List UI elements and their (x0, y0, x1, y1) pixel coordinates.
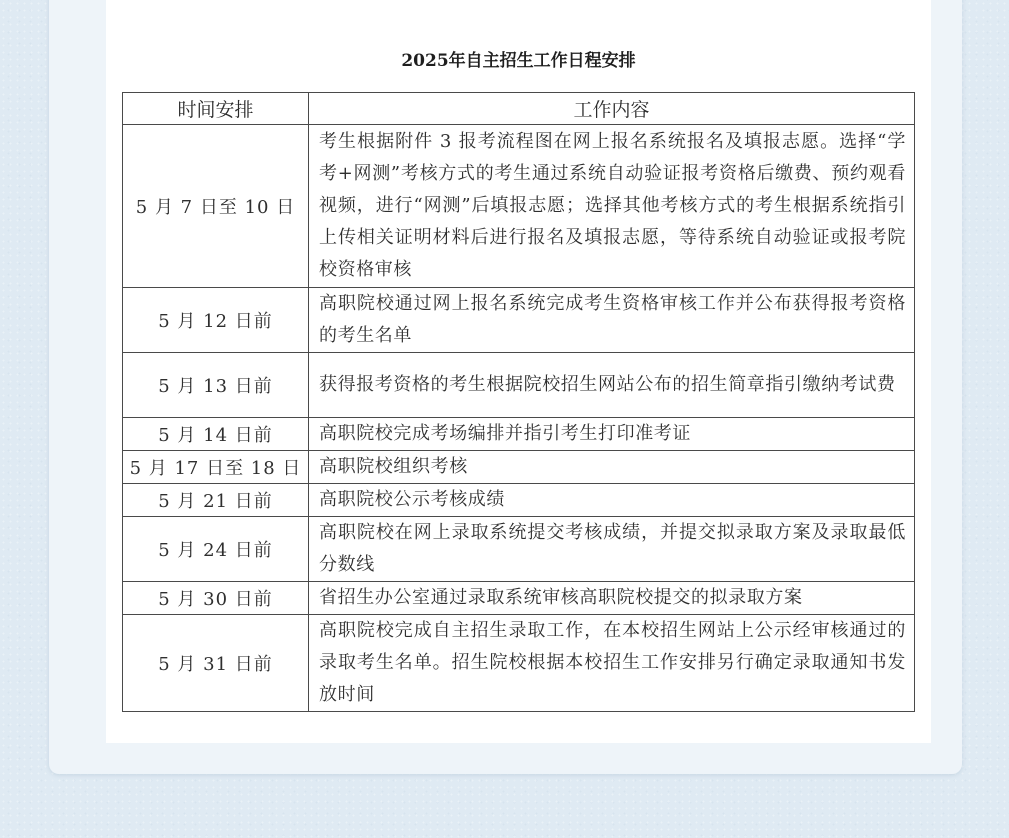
table-row (123, 451, 915, 484)
row-task: 高职院校在网上录取系统提交考核成绩，并提交拟录取方案及录取最低分数线 (309, 517, 915, 582)
header-time: 时间安排 (123, 93, 309, 125)
row-time: 5 月 21 日前 (123, 484, 309, 517)
row-task: 高职院校完成自主招生录取工作，在本校招生网站上公示经审核通过的录取考生名单。招生院校根据本校招生工作安排另行确定录取通知书发放时间 (309, 615, 915, 712)
row-time: 5 月 17 日至 18 日 (123, 451, 309, 484)
row-time: 5 月 31 日前 (123, 615, 309, 712)
table-row (123, 484, 915, 517)
row-task: 省招生办公室通过录取系统审核高职院校提交的拟录取方案 (309, 582, 915, 615)
row-time: 5 月 7 日至 10 日 (123, 125, 309, 288)
schedule-table (122, 92, 915, 712)
table-row (123, 353, 915, 418)
row-task: 高职院校公示考核成绩 (309, 484, 915, 517)
table-row (123, 418, 915, 451)
table-header-row (123, 93, 915, 125)
article-body (106, 0, 931, 743)
table-row (123, 288, 915, 353)
row-task: 高职院校通过网上报名系统完成考生资格审核工作并公布获得报考资格的考生名单 (309, 288, 915, 353)
table-row (123, 517, 915, 582)
row-time: 5 月 13 日前 (123, 353, 309, 418)
document-title: 2025年自主招生工作日程安排 (401, 51, 636, 71)
row-time: 5 月 14 日前 (123, 418, 309, 451)
row-task: 获得报考资格的考生根据院校招生网站公布的招生简章指引缴纳考试费 (309, 353, 915, 418)
table-row (123, 615, 915, 712)
row-task: 高职院校组织考核 (309, 451, 915, 484)
row-time: 5 月 12 日前 (123, 288, 309, 353)
row-task: 考生根据附件 3 报考流程图在网上报名系统报名及填报志愿。选择“学考+网测”考核方式的考生通过系统自动验证报考资格后缴费、预约观看视频，进行“网测”后填报志愿；选择其他考核方式的考生根据系统指引上传相关证明材料后进行报名及填报志愿，等待系统自动验证或报考院校资格审核 (309, 125, 915, 288)
row-time: 5 月 24 日前 (123, 517, 309, 582)
row-time: 5 月 30 日前 (123, 582, 309, 615)
header-task: 工作内容 (309, 93, 915, 125)
row-task: 高职院校完成考场编排并指引考生打印准考证 (309, 418, 915, 451)
table-row (123, 125, 915, 288)
table-row (123, 582, 915, 615)
